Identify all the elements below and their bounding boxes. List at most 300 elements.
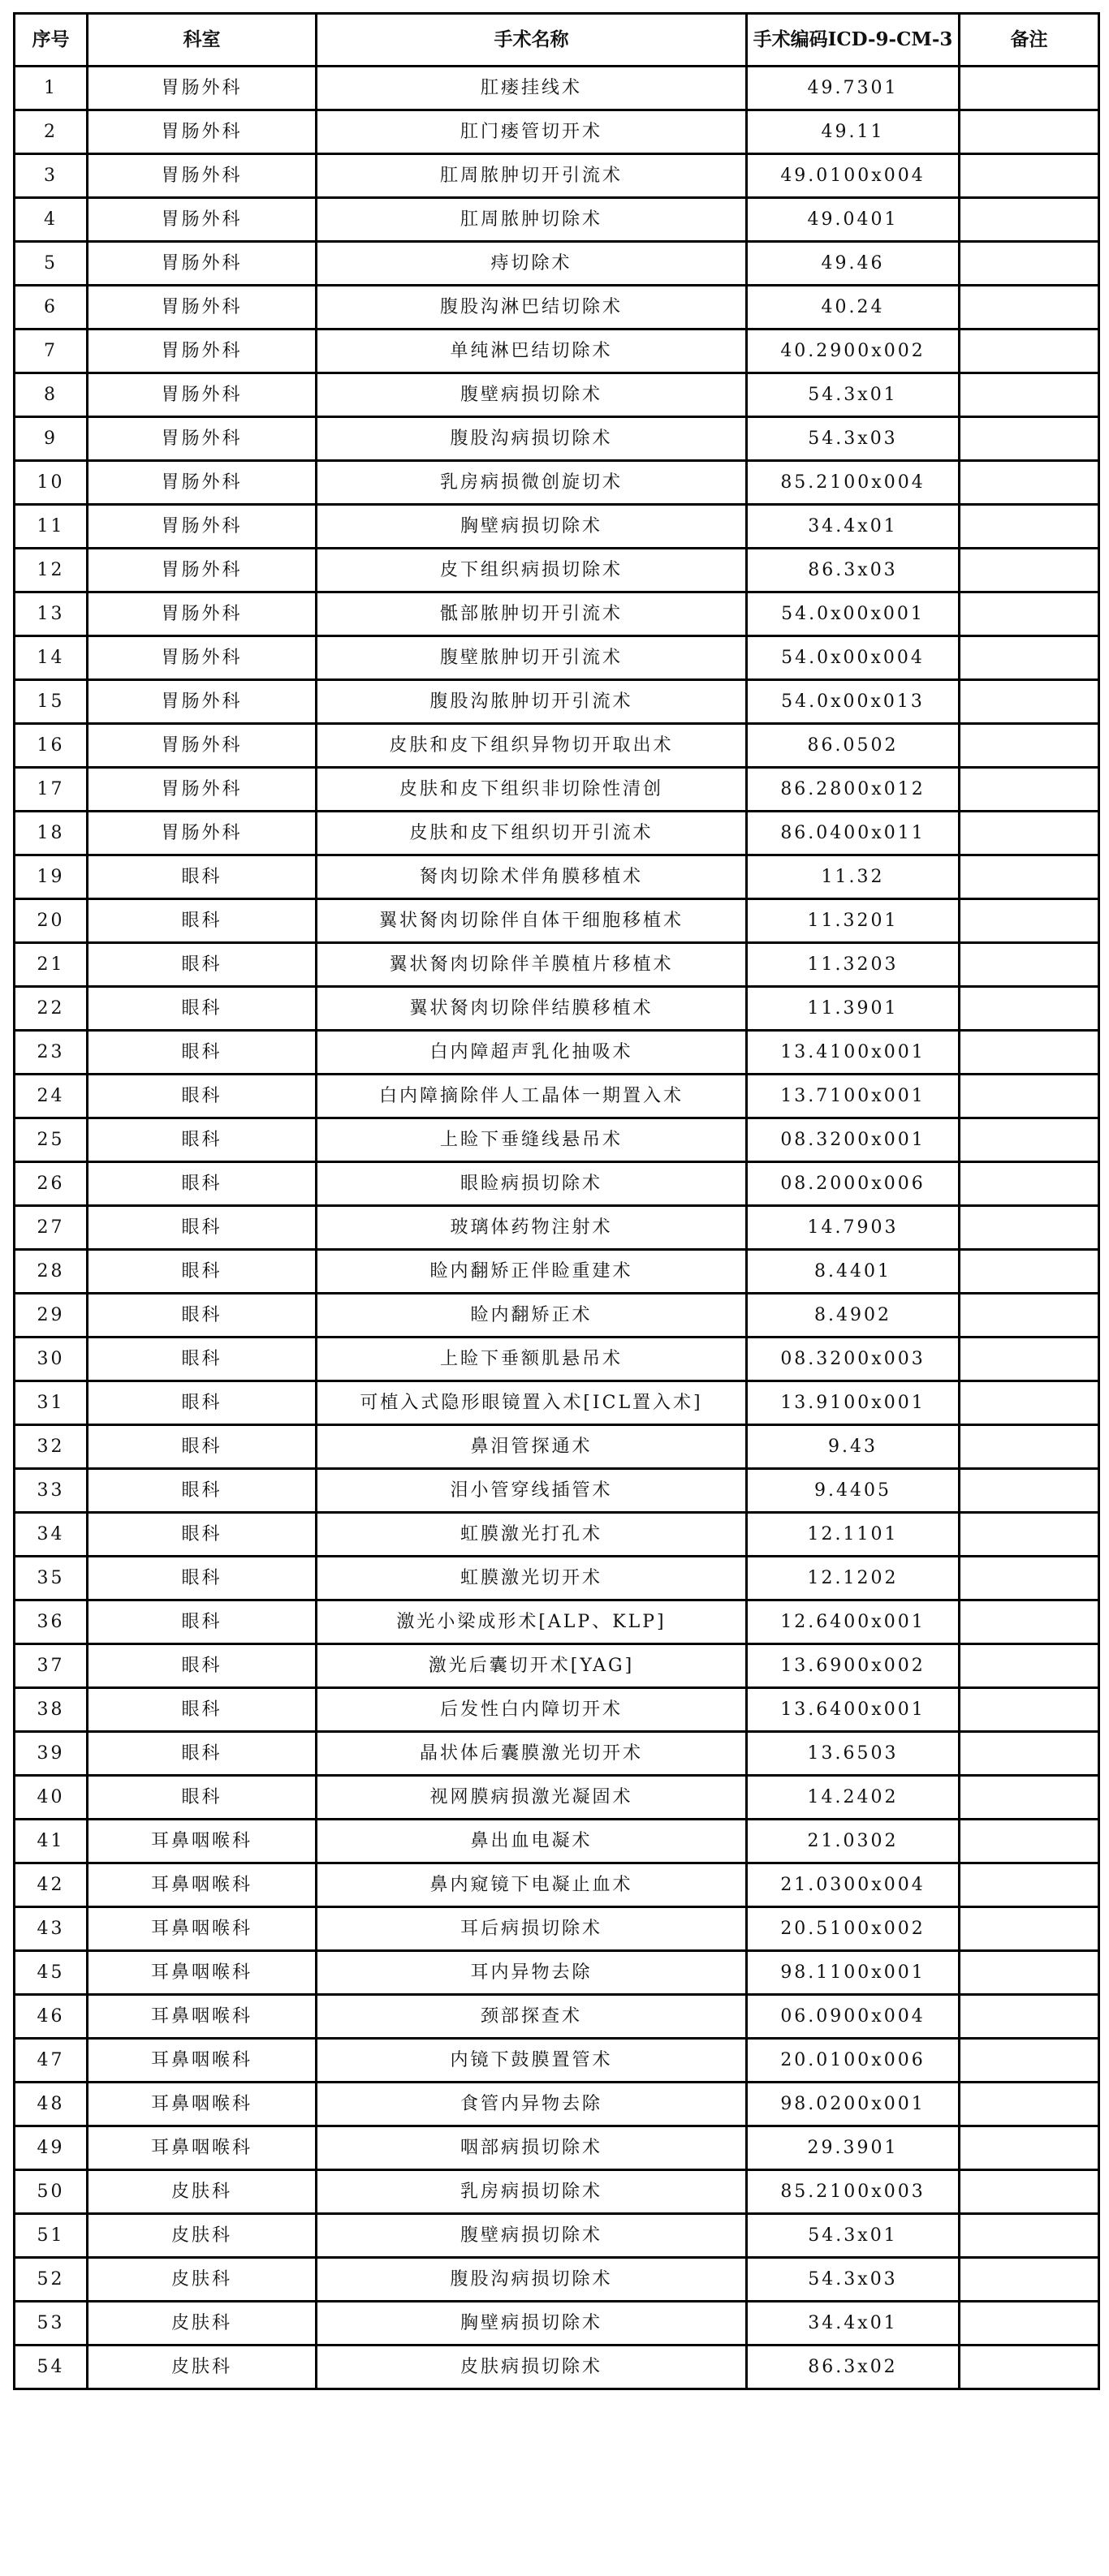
row-index-cell xyxy=(15,680,88,724)
remarks-cell xyxy=(960,812,1099,855)
table-row xyxy=(15,1338,1099,1381)
icd-code-cell xyxy=(747,373,960,417)
procedure-name-cell xyxy=(317,1338,747,1381)
table-row xyxy=(15,110,1099,154)
row-index-cell xyxy=(15,67,88,110)
icd-code-cell xyxy=(747,812,960,855)
procedure-name-cell xyxy=(317,67,747,110)
row-index: 27 xyxy=(37,1217,65,1238)
row-index: 18 xyxy=(37,822,65,843)
procedure-name: 晶状体后囊膜激光切开术 xyxy=(419,1742,643,1764)
row-index: 52 xyxy=(37,2268,65,2290)
table-row xyxy=(15,855,1099,899)
department: 胃肠外科 xyxy=(161,778,243,799)
department: 耳鼻咽喉科 xyxy=(150,2137,252,2158)
icd-code: 54.0x00x001 xyxy=(781,603,925,624)
department-cell xyxy=(88,592,317,636)
row-index-cell xyxy=(15,2346,88,2389)
procedure-name-cell xyxy=(317,1776,747,1820)
icd-code-cell xyxy=(747,1863,960,1907)
remarks-cell xyxy=(960,1469,1099,1513)
row-index-cell xyxy=(15,1820,88,1863)
icd-code: 13.6400x001 xyxy=(780,1699,926,1720)
table-row xyxy=(15,417,1099,461)
icd-code: 86.0502 xyxy=(807,734,899,756)
table-row xyxy=(15,1206,1099,1250)
icd-code-cell xyxy=(747,2126,960,2170)
procedure-name-cell xyxy=(317,1075,747,1118)
procedure-name-cell xyxy=(317,1425,747,1469)
department-cell xyxy=(88,1951,317,1995)
procedure-name-cell xyxy=(317,417,747,461)
icd-code-cell xyxy=(747,154,960,198)
remarks-cell xyxy=(960,330,1099,373)
remarks-cell xyxy=(960,899,1099,943)
procedure-name: 腹股沟病损切除术 xyxy=(450,2268,613,2290)
procedure-name: 泪小管穿线插管术 xyxy=(450,1480,613,1501)
row-index-cell xyxy=(15,2170,88,2214)
department: 眼科 xyxy=(181,1129,222,1150)
header-remarks: 备注 xyxy=(960,14,1099,67)
department: 皮肤科 xyxy=(170,2225,232,2246)
department: 眼科 xyxy=(181,866,222,887)
icd-code-cell xyxy=(747,67,960,110)
row-index: 30 xyxy=(37,1348,65,1369)
table-row xyxy=(15,1820,1099,1863)
table-row xyxy=(15,2126,1099,2170)
table-row xyxy=(15,1995,1099,2039)
remarks-cell xyxy=(960,1381,1099,1425)
department: 眼科 xyxy=(181,1392,222,1413)
row-index: 25 xyxy=(37,1129,65,1150)
icd-code: 13.6503 xyxy=(807,1742,899,1764)
row-index-cell xyxy=(15,2214,88,2258)
icd-code-cell xyxy=(747,1820,960,1863)
procedure-name-cell xyxy=(317,1688,747,1732)
row-index: 15 xyxy=(37,691,65,712)
row-index-cell xyxy=(15,592,88,636)
procedure-name: 白内障超声乳化抽吸术 xyxy=(429,1041,633,1062)
table-row xyxy=(15,2170,1099,2214)
icd-code-cell xyxy=(747,680,960,724)
icd-code: 54.3x03 xyxy=(808,2268,898,2290)
department: 眼科 xyxy=(181,1436,222,1457)
row-index-cell xyxy=(15,417,88,461)
procedure-name-cell xyxy=(317,1250,747,1294)
icd-code-cell xyxy=(747,549,960,592)
row-index-cell xyxy=(15,1338,88,1381)
department: 眼科 xyxy=(181,1480,222,1501)
icd-code: 11.3901 xyxy=(807,997,899,1019)
row-index-cell xyxy=(15,768,88,812)
procedure-name-cell xyxy=(317,1644,747,1688)
department-cell xyxy=(88,110,317,154)
department-cell xyxy=(88,1338,317,1381)
table-row xyxy=(15,505,1099,549)
row-index-cell xyxy=(15,1688,88,1732)
procedure-name: 痔切除术 xyxy=(490,252,572,274)
icd-code: 85.2100x004 xyxy=(780,472,926,493)
procedure-name-cell xyxy=(317,549,747,592)
procedure-name-cell xyxy=(317,2126,747,2170)
remarks-cell xyxy=(960,1951,1099,1995)
department: 眼科 xyxy=(181,1085,222,1106)
procedure-name: 胬肉切除术伴角膜移植术 xyxy=(419,866,643,887)
icd-code-cell xyxy=(747,899,960,943)
department-cell xyxy=(88,1995,317,2039)
icd-code: 12.1202 xyxy=(807,1567,899,1588)
table-row xyxy=(15,373,1099,417)
procedure-name: 耳后病损切除术 xyxy=(460,1918,602,1939)
icd-code-cell xyxy=(747,1513,960,1557)
department: 胃肠外科 xyxy=(161,515,243,536)
remarks-cell xyxy=(960,461,1099,505)
row-index-cell xyxy=(15,549,88,592)
icd-code-cell xyxy=(747,2170,960,2214)
row-index-cell xyxy=(15,1075,88,1118)
department-cell xyxy=(88,1206,317,1250)
remarks-cell xyxy=(960,2214,1099,2258)
department-cell xyxy=(88,505,317,549)
icd-code-cell xyxy=(747,1688,960,1732)
remarks-cell xyxy=(960,1075,1099,1118)
department-cell xyxy=(88,1732,317,1776)
procedure-name: 骶部脓肿切开引流术 xyxy=(439,603,623,624)
icd-code-cell xyxy=(747,987,960,1031)
row-index-cell xyxy=(15,330,88,373)
procedure-name: 腹股沟病损切除术 xyxy=(450,428,613,449)
procedure-name: 虹膜激光打孔术 xyxy=(460,1523,602,1544)
department-cell xyxy=(88,1469,317,1513)
icd-code-cell xyxy=(747,198,960,242)
row-index: 21 xyxy=(37,954,65,975)
procedure-name: 皮肤和皮下组织异物切开取出术 xyxy=(389,734,674,756)
icd-code: 54.3x03 xyxy=(808,428,898,449)
department-cell xyxy=(88,1162,317,1206)
remarks-cell xyxy=(960,67,1099,110)
icd-code: 14.7903 xyxy=(807,1217,899,1238)
row-index: 19 xyxy=(37,866,65,887)
department-cell xyxy=(88,636,317,680)
procedure-name-cell xyxy=(317,2170,747,2214)
icd-code: 13.7100x001 xyxy=(780,1085,926,1106)
table-row xyxy=(15,987,1099,1031)
remarks-cell xyxy=(960,2083,1099,2126)
department-cell xyxy=(88,1820,317,1863)
icd-code-cell xyxy=(747,1425,960,1469)
procedure-name-cell xyxy=(317,1031,747,1075)
department: 眼科 xyxy=(181,1523,222,1544)
procedure-name: 鼻出血电凝术 xyxy=(470,1830,593,1851)
row-index-cell xyxy=(15,1206,88,1250)
department-cell xyxy=(88,812,317,855)
row-index-cell xyxy=(15,1381,88,1425)
department: 眼科 xyxy=(181,1611,222,1632)
procedure-name-cell xyxy=(317,1600,747,1644)
department-cell xyxy=(88,1425,317,1469)
table-row xyxy=(15,1294,1099,1338)
row-index: 43 xyxy=(37,1918,65,1939)
procedure-name-cell xyxy=(317,636,747,680)
procedure-name-cell xyxy=(317,2258,747,2302)
icd-code: 08.3200x001 xyxy=(780,1129,926,1150)
row-index: 24 xyxy=(37,1085,65,1106)
procedure-name: 虹膜激光切开术 xyxy=(460,1567,602,1588)
row-index: 40 xyxy=(37,1786,65,1807)
procedure-name: 鼻泪管探通术 xyxy=(470,1436,593,1457)
procedure-name: 可植入式隐形眼镜置入术[ICL置入术] xyxy=(360,1392,703,1413)
procedure-name: 食管内异物去除 xyxy=(460,2093,602,2114)
table-row xyxy=(15,2214,1099,2258)
department: 眼科 xyxy=(181,1217,222,1238)
icd-code-cell xyxy=(747,724,960,768)
row-index: 1 xyxy=(44,77,58,98)
procedure-name: 肛瘘挂线术 xyxy=(480,77,582,98)
table-row xyxy=(15,2258,1099,2302)
table-row xyxy=(15,549,1099,592)
remarks-cell xyxy=(960,680,1099,724)
remarks-cell xyxy=(960,549,1099,592)
icd-code: 20.0100x006 xyxy=(780,2049,926,2070)
procedure-name-cell xyxy=(317,1863,747,1907)
department: 胃肠外科 xyxy=(161,340,243,361)
remarks-cell xyxy=(960,110,1099,154)
row-index: 45 xyxy=(37,1962,65,1983)
procedure-name: 咽部病损切除术 xyxy=(460,2137,602,2158)
department: 眼科 xyxy=(181,1567,222,1588)
icd-code-cell xyxy=(747,1907,960,1951)
procedure-name: 皮肤病损切除术 xyxy=(460,2356,602,2377)
header-index: 序号 xyxy=(15,14,88,67)
row-index: 34 xyxy=(37,1523,65,1544)
row-index: 41 xyxy=(37,1830,65,1851)
department-cell xyxy=(88,1776,317,1820)
row-index: 28 xyxy=(37,1260,65,1282)
department: 皮肤科 xyxy=(170,2356,232,2377)
procedure-name-cell xyxy=(317,2083,747,2126)
procedure-name-cell xyxy=(317,1732,747,1776)
row-index: 2 xyxy=(44,121,58,142)
row-index: 5 xyxy=(44,252,58,274)
department: 眼科 xyxy=(181,1041,222,1062)
department-cell xyxy=(88,2039,317,2083)
row-index: 38 xyxy=(37,1699,65,1720)
procedure-name: 胸壁病损切除术 xyxy=(460,2312,602,2333)
procedure-name-cell xyxy=(317,1513,747,1557)
table-row xyxy=(15,724,1099,768)
department-cell xyxy=(88,899,317,943)
icd-code: 98.0200x001 xyxy=(780,2093,926,2114)
header-icd-code: 手术编码ICD-9-CM-3 xyxy=(747,14,960,67)
icd-code: 49.0401 xyxy=(807,209,899,230)
icd-code: 86.3x03 xyxy=(808,559,898,580)
procedure-name: 耳内异物去除 xyxy=(470,1962,593,1983)
row-index-cell xyxy=(15,1863,88,1907)
procedure-name-cell xyxy=(317,505,747,549)
icd-code: 13.4100x001 xyxy=(780,1041,926,1062)
remarks-cell xyxy=(960,2258,1099,2302)
table-row xyxy=(15,592,1099,636)
row-index: 32 xyxy=(37,1436,65,1457)
remarks-cell xyxy=(960,2126,1099,2170)
icd-code-cell xyxy=(747,1118,960,1162)
procedure-name: 上睑下垂额肌悬吊术 xyxy=(439,1348,623,1369)
remarks-cell xyxy=(960,1250,1099,1294)
remarks-cell xyxy=(960,1162,1099,1206)
row-index: 47 xyxy=(37,2049,65,2070)
row-index: 39 xyxy=(37,1742,65,1764)
procedure-name-cell xyxy=(317,943,747,987)
icd-code: 29.3901 xyxy=(807,2137,899,2158)
procedure-name-cell xyxy=(317,1381,747,1425)
department: 胃肠外科 xyxy=(161,647,243,668)
icd-code: 85.2100x003 xyxy=(780,2181,926,2202)
procedure-name-cell xyxy=(317,2214,747,2258)
icd-code: 54.3x01 xyxy=(808,2225,898,2246)
department: 皮肤科 xyxy=(170,2312,232,2333)
table-row xyxy=(15,1688,1099,1732)
icd-code: 06.0900x004 xyxy=(780,2005,926,2027)
remarks-cell xyxy=(960,1820,1099,1863)
icd-code-cell xyxy=(747,2258,960,2302)
icd-code: 8.4401 xyxy=(814,1260,891,1282)
remarks-cell xyxy=(960,1863,1099,1907)
procedure-name-cell xyxy=(317,1907,747,1951)
row-index: 50 xyxy=(37,2181,65,2202)
department-cell xyxy=(88,67,317,110)
procedure-name-cell xyxy=(317,768,747,812)
icd-code-cell xyxy=(747,1776,960,1820)
row-index-cell xyxy=(15,2039,88,2083)
remarks-cell xyxy=(960,2039,1099,2083)
table-row xyxy=(15,2302,1099,2346)
procedure-name-cell xyxy=(317,198,747,242)
row-index: 23 xyxy=(37,1041,65,1062)
department: 耳鼻咽喉科 xyxy=(150,1830,252,1851)
remarks-cell xyxy=(960,987,1099,1031)
icd-code: 08.2000x006 xyxy=(780,1173,926,1194)
remarks-cell xyxy=(960,2302,1099,2346)
row-index-cell xyxy=(15,943,88,987)
icd-code-cell xyxy=(747,1600,960,1644)
remarks-cell xyxy=(960,2170,1099,2214)
icd-code-cell xyxy=(747,2083,960,2126)
remarks-cell xyxy=(960,1294,1099,1338)
procedure-name-cell xyxy=(317,1951,747,1995)
department-cell xyxy=(88,1294,317,1338)
department: 胃肠外科 xyxy=(161,296,243,317)
department: 胃肠外科 xyxy=(161,691,243,712)
department-cell xyxy=(88,2302,317,2346)
remarks-cell xyxy=(960,1644,1099,1688)
department: 眼科 xyxy=(181,1786,222,1807)
row-index: 8 xyxy=(44,384,58,405)
procedure-name-cell xyxy=(317,724,747,768)
row-index: 20 xyxy=(37,910,65,931)
remarks-cell xyxy=(960,1031,1099,1075)
procedure-name: 睑内翻矫正伴睑重建术 xyxy=(429,1260,633,1282)
icd-code: 40.2900x002 xyxy=(780,340,926,361)
row-index: 46 xyxy=(37,2005,65,2027)
icd-code: 08.3200x003 xyxy=(780,1348,926,1369)
row-index-cell xyxy=(15,1951,88,1995)
department: 眼科 xyxy=(181,1742,222,1764)
row-index: 7 xyxy=(44,340,58,361)
row-index-cell xyxy=(15,636,88,680)
department-cell xyxy=(88,987,317,1031)
row-index: 6 xyxy=(44,296,58,317)
procedure-name: 皮肤和皮下组织切开引流术 xyxy=(409,822,654,843)
procedure-name: 皮肤和皮下组织非切除性清创 xyxy=(399,778,663,799)
department: 皮肤科 xyxy=(170,2181,232,2202)
department: 胃肠外科 xyxy=(161,734,243,756)
icd-code-cell xyxy=(747,1031,960,1075)
row-index: 48 xyxy=(37,2093,65,2114)
icd-code: 11.32 xyxy=(821,866,885,887)
procedure-name: 皮下组织病损切除术 xyxy=(439,559,623,580)
row-index: 11 xyxy=(37,515,65,536)
row-index-cell xyxy=(15,2126,88,2170)
department-cell xyxy=(88,2083,317,2126)
department: 胃肠外科 xyxy=(161,603,243,624)
department: 眼科 xyxy=(181,997,222,1019)
procedure-name-cell xyxy=(317,154,747,198)
procedure-name: 视网膜病损激光凝固术 xyxy=(429,1786,633,1807)
icd-code-cell xyxy=(747,1732,960,1776)
row-index-cell xyxy=(15,1162,88,1206)
row-index-cell xyxy=(15,1557,88,1600)
remarks-cell xyxy=(960,1995,1099,2039)
icd-code-cell xyxy=(747,943,960,987)
row-index-cell xyxy=(15,286,88,330)
department-cell xyxy=(88,373,317,417)
procedure-name-cell xyxy=(317,592,747,636)
procedure-name: 胸壁病损切除术 xyxy=(460,515,602,536)
procedure-name: 翼状胬肉切除伴羊膜植片移植术 xyxy=(389,954,674,975)
table-row xyxy=(15,198,1099,242)
procedure-name: 肛周脓肿切除术 xyxy=(460,209,602,230)
department-cell xyxy=(88,1118,317,1162)
icd-code-cell xyxy=(747,2302,960,2346)
department-cell xyxy=(88,242,317,286)
row-index: 16 xyxy=(37,734,65,756)
remarks-cell xyxy=(960,636,1099,680)
procedure-name: 腹壁病损切除术 xyxy=(460,2225,602,2246)
row-index: 31 xyxy=(37,1392,65,1413)
department: 耳鼻咽喉科 xyxy=(150,1874,252,1895)
procedure-name: 后发性白内障切开术 xyxy=(439,1699,623,1720)
icd-code-cell xyxy=(747,855,960,899)
procedure-name: 鼻内窥镜下电凝止血术 xyxy=(429,1874,633,1895)
icd-code-cell xyxy=(747,1557,960,1600)
remarks-cell xyxy=(960,768,1099,812)
row-index: 35 xyxy=(37,1567,65,1588)
icd-code: 20.5100x002 xyxy=(780,1918,926,1939)
department-cell xyxy=(88,2126,317,2170)
department: 胃肠外科 xyxy=(161,77,243,98)
icd-code: 13.9100x001 xyxy=(780,1392,926,1413)
department: 胃肠外科 xyxy=(161,165,243,186)
icd-code-cell xyxy=(747,505,960,549)
remarks-cell xyxy=(960,2346,1099,2389)
icd-code-cell xyxy=(747,1294,960,1338)
department: 眼科 xyxy=(181,1348,222,1369)
procedure-name-cell xyxy=(317,680,747,724)
row-index-cell xyxy=(15,154,88,198)
icd-code: 21.0300x004 xyxy=(780,1874,926,1895)
icd-code-cell xyxy=(747,1162,960,1206)
row-index-cell xyxy=(15,1995,88,2039)
